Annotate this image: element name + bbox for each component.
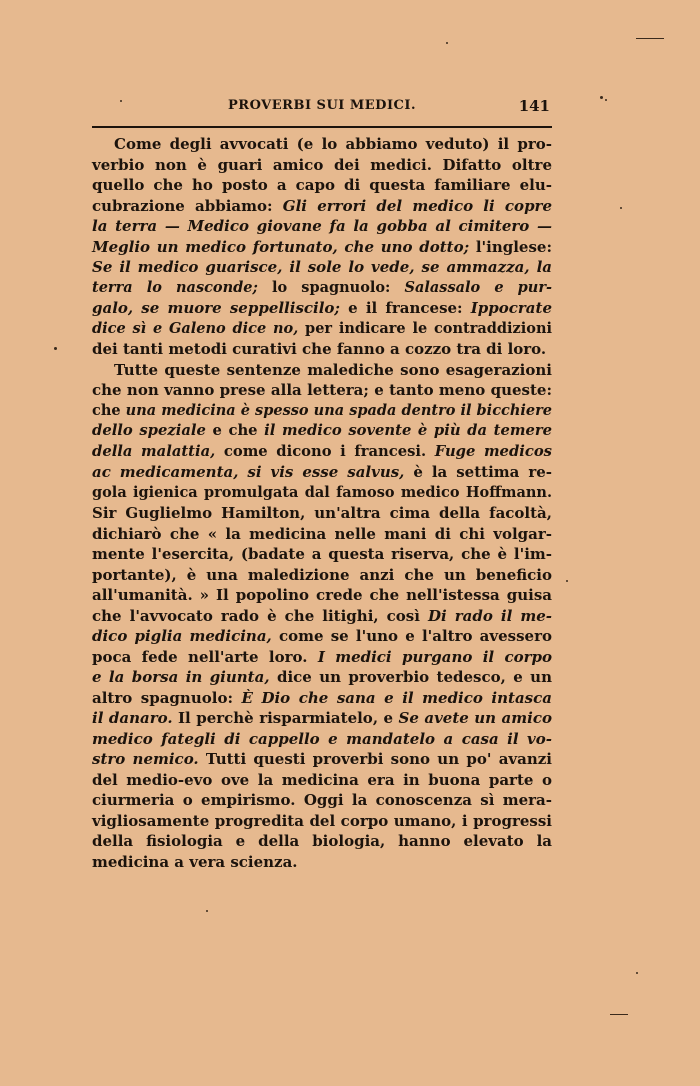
text-line [92, 401, 552, 422]
text-line [92, 216, 552, 237]
text-line [92, 749, 552, 770]
italic-segment: la terra — Medico giovane fa la gobba al cimitero — [92, 217, 552, 235]
header-rule [92, 126, 552, 128]
text-segment: Sir Guglielmo Hamilton, un'altra cima della facoltà, [92, 504, 552, 522]
text-segment: quello che ho posto a capo di questa familiare elu- [92, 176, 552, 194]
italic-segment: Salassalo e pur- [404, 278, 552, 296]
paper-speck [54, 347, 57, 350]
text-line [92, 483, 552, 504]
text-line [92, 298, 552, 319]
italic-segment: della malattia, [92, 442, 216, 460]
paper-speck [566, 580, 568, 582]
italic-segment: dello speziale [92, 422, 206, 439]
text-line [92, 339, 552, 360]
text-line [92, 462, 552, 483]
body-text [92, 134, 552, 872]
text-segment: per indicare le contraddizioni [298, 319, 552, 337]
text-segment: dei tanti metodi curativi che fanno a cozzo tra di loro. [92, 340, 547, 358]
text-line [92, 237, 552, 258]
text-line [92, 585, 552, 606]
text-segment: lo spagnuolo: [257, 278, 405, 296]
paper-speck [206, 910, 208, 912]
italic-segment: ac medicamenta, si vis esse salvus, [92, 463, 405, 481]
text-line [92, 278, 552, 299]
text-segment: come dicono i francesi. [215, 442, 435, 460]
running-header [92, 96, 552, 116]
running-title: PROVERBI SUI MEDICI. [227, 98, 416, 113]
text-segment: e che [205, 422, 265, 439]
text-line [92, 667, 552, 688]
text-segment: verbio non è guari amico dei medici. Difatto oltre [92, 155, 552, 174]
text-segment: è la settima re- [404, 463, 552, 481]
paper-speck [600, 96, 603, 99]
text-line [92, 831, 552, 852]
text-segment: ciurmeria o empirismo. Oggi la conoscenza sì mera- [92, 791, 552, 809]
text-line [92, 155, 552, 176]
text-line [92, 708, 552, 729]
italic-segment: una medicina è spesso una spada dentro il bicchiere [125, 401, 552, 419]
text-segment: Tutte queste sentenze malediche sono esagerazioni [114, 360, 552, 379]
italic-segment: galo, se muore seppelliscilo; [92, 299, 340, 317]
text-line [92, 565, 552, 586]
text-line [92, 503, 552, 524]
italic-segment: Di rado il me- [428, 606, 552, 625]
text-line [92, 729, 552, 750]
text-segment: dice un proverbio tedesco, e un [269, 668, 552, 686]
text-segment: medicina a vera scienza. [92, 852, 298, 871]
italic-segment: il danaro. [92, 709, 173, 727]
italic-segment: medico fategli di cappello e mandatelo a casa il vo- [92, 729, 552, 748]
text-line [92, 524, 552, 545]
text-segment: l'inglese: [469, 237, 552, 256]
text-segment: del medio-evo ove la medicina era in buona parte o [92, 770, 552, 789]
text-segment: Il perchè risparmiatelo, e [172, 709, 399, 727]
text-line [92, 196, 552, 217]
paper-speck [605, 99, 607, 101]
text-segment: della fisiologia e della biologia, hanno elevato la [92, 832, 552, 850]
text-segment: cubrazione abbiamo: [92, 196, 283, 215]
italic-segment: e la borsa in giunta, [92, 668, 270, 686]
text-segment: che l'avvocato rado è che litighi, così [92, 606, 428, 625]
italic-segment: dico piglia medicina, [92, 627, 272, 645]
italic-segment: Fuge medicos [434, 442, 552, 460]
paper-speck [620, 207, 622, 209]
text-line [92, 790, 552, 811]
text-segment: vigliosamente progredita del corpo umano, i progressi [92, 811, 552, 830]
text-line [92, 811, 552, 832]
text-segment: portante), è una maledizione anzi che un beneficio [92, 565, 552, 584]
text-segment: altro spagnuolo: [92, 688, 242, 707]
text-line [92, 852, 552, 873]
italic-segment: stro nemico. [92, 750, 199, 768]
paper-speck [636, 972, 638, 974]
text-segment: all'umanità. » Il popolino crede che nell'istessa guisa [92, 586, 552, 604]
text-segment: che non vanno prese alla lettera; e tanto meno queste: [92, 381, 552, 399]
italic-segment: terra lo nasconde; [92, 278, 258, 296]
text-segment: che [92, 401, 126, 419]
text-line [92, 770, 552, 791]
paper-speck [446, 42, 448, 44]
italic-segment: Gli errori del medico li copre [282, 196, 552, 215]
italic-segment: È Dio che sana e il medico intasca [241, 688, 552, 707]
text-line [92, 134, 552, 155]
text-segment: dichiarò che « la medicina nelle mani di chi volgar- [92, 524, 552, 543]
text-line [92, 544, 552, 565]
text-line [92, 380, 552, 401]
text-line [92, 647, 552, 668]
text-line [92, 421, 552, 442]
text-segment: e il francese: [339, 299, 471, 317]
text-line [92, 319, 552, 340]
text-segment: mente l'esercita, (badate a questa riserva, che è l'im- [92, 545, 552, 563]
text-segment: Come degli avvocati (e lo abbiamo veduto) il pro- [114, 135, 552, 153]
text-segment: Tutti questi proverbi sono un po' avanzi [198, 750, 552, 768]
text-line [92, 175, 552, 196]
text-line [92, 257, 552, 278]
text-line [92, 626, 552, 647]
paper-speck [120, 100, 122, 102]
margin-mark [636, 38, 664, 39]
text-line [92, 688, 552, 709]
italic-segment: Meglio un medico fortunato, che uno dotto; [92, 237, 470, 256]
text-segment: gola igienica promulgata dal famoso medico Hoffmann. [92, 483, 552, 501]
italic-segment: Se avete un amico [398, 709, 552, 727]
text-line [92, 606, 552, 627]
italic-segment: il medico sovente è più da temere [264, 422, 552, 439]
text-line [92, 360, 552, 381]
italic-segment: dice sì e Galeno dice no, [92, 319, 299, 337]
text-segment: come se l'uno e l'altro avessero [271, 627, 552, 645]
page-number: 141 [518, 97, 550, 115]
italic-segment: I medici purgano il corpo [317, 647, 552, 666]
margin-mark [610, 1014, 628, 1015]
italic-segment: Se il medico guarisce, il sole lo vede, se ammazza, la [92, 258, 552, 276]
text-segment: poca fede nell'arte loro. [92, 647, 318, 666]
italic-segment: Ippocrate [470, 299, 552, 317]
text-line [92, 442, 552, 463]
